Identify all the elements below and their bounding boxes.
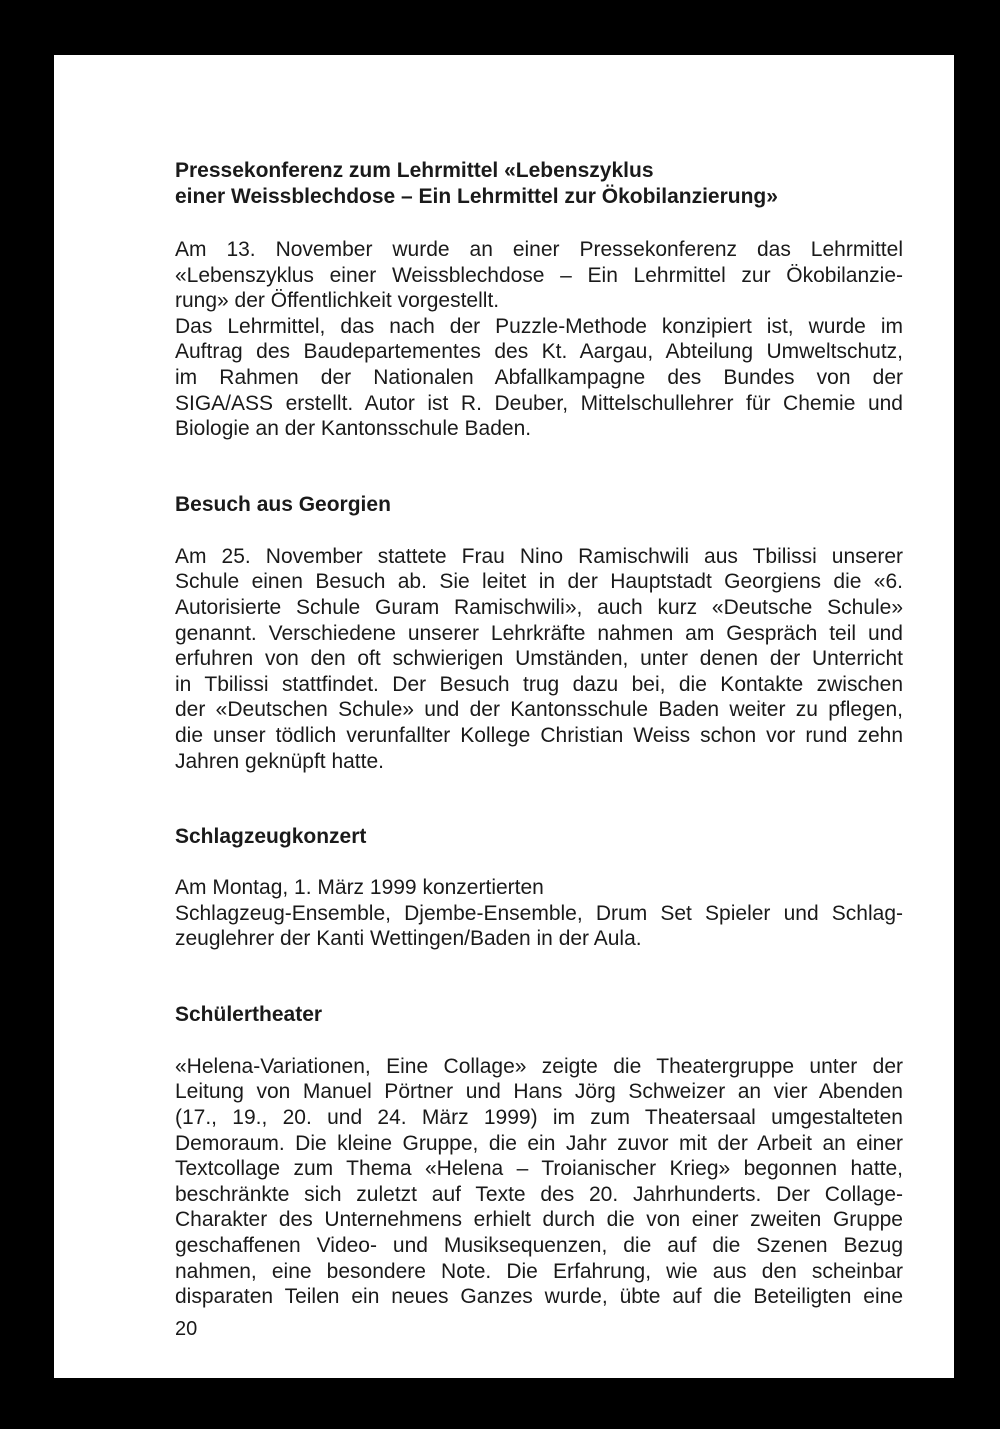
- document-page: [54, 55, 954, 1378]
- heading-line: Schülertheater: [175, 1002, 323, 1026]
- body-line: erfuhren von den oft schwierigen Umständen, unter denen der Unterricht: [175, 647, 903, 671]
- body-line: Demoraum. Die kleine Gruppe, die ein Jahr zuvor mit der Arbeit an einer: [175, 1131, 903, 1155]
- heading-line: Besuch aus Georgien: [175, 492, 391, 516]
- body-line: beschränkte sich zuletzt auf Texte des 20. Jahrhunderts. Der Collage-: [175, 1182, 903, 1206]
- body-line: Jahren geknüpft hatte.: [175, 749, 384, 773]
- body-line: «Helena-Variationen, Eine Collage» zeigte die Theatergruppe unter der: [175, 1054, 903, 1078]
- body-line: zeuglehrer der Kanti Wettingen/Baden in der Aula.: [175, 927, 642, 951]
- heading-line: Pressekonferenz zum Lehrmittel «Lebenszyklus: [175, 159, 654, 182]
- body-line: Leitung von Manuel Pörtner und Hans Jörg Schweizer an vier Abenden: [175, 1080, 903, 1104]
- body-line: Schlagzeug-Ensemble, Djembe-Ensemble, Drum Set Spieler und Schlag-: [175, 901, 903, 925]
- body-line: in Tbilissi stattfindet. Der Besuch trug dazu bei, die Kontakte zwischen: [175, 672, 903, 696]
- body-line: SIGA/ASS erstellt. Autor ist R. Deuber, Mittelschullehrer für Chemie und: [175, 391, 903, 415]
- body-line: «Lebenszyklus einer Weissblechdose – Ein Lehrmittel zur Ökobilanzie-: [175, 263, 903, 287]
- heading-line: Schlagzeugkonzert: [175, 825, 367, 849]
- body-line: Am Montag, 1. März 1999 konzertierten: [175, 876, 544, 900]
- body-line: (17., 19., 20. und 24. März 1999) im zum Theatersaal umgestalteten: [175, 1106, 903, 1130]
- heading-line: einer Weissblechdose – Ein Lehrmittel zur Ökobilanzierung»: [175, 185, 778, 208]
- body-line: Autorisierte Schule Guram Ramischwili», auch kurz «Deutsche Schule»: [175, 595, 903, 619]
- body-line: Textcollage zum Thema «Helena – Troianischer Krieg» begonnen hatte,: [175, 1157, 903, 1181]
- body-line: geschaffenen Video- und Musiksequenzen, die auf die Szenen Bezug: [175, 1234, 903, 1258]
- section-body-schuelertheater: [175, 1054, 903, 1310]
- body-line: Biologie an der Kantonsschule Baden.: [175, 417, 532, 441]
- section-heading-besuch-aus-georgien: [175, 492, 903, 518]
- body-line: Charakter des Unternehmens erhielt durch die von einer zweiten Gruppe: [175, 1208, 903, 1232]
- body-line: Am 13. November wurde an einer Pressekonferenz das Lehrmittel: [175, 238, 903, 261]
- body-line: der «Deutschen Schule» und der Kantonsschule Baden weiter zu pflegen,: [175, 698, 903, 722]
- body-line: nahmen, eine besondere Note. Die Erfahrung, wie aus den scheinbar: [175, 1259, 903, 1283]
- body-line: Am 25. November stattete Frau Nino Ramischwili aus Tbilissi unserer: [175, 544, 903, 568]
- page-content: [175, 158, 903, 1310]
- section-heading-pressekonferenz: [175, 158, 903, 210]
- body-line: Schule einen Besuch ab. Sie leitet in der Hauptstadt Georgiens die «6.: [175, 570, 903, 594]
- body-line: disparaten Teilen ein neues Ganzes wurde, übte auf die Beteiligten eine: [175, 1285, 903, 1309]
- body-line: genannt. Verschiedene unserer Lehrkräfte nahmen am Gespräch teil und: [175, 621, 903, 645]
- section-heading-schuelertheater: [175, 1002, 903, 1028]
- section-body-pressekonferenz: [175, 237, 903, 442]
- page-number: 20: [175, 1318, 198, 1340]
- body-line: im Rahmen der Nationalen Abfallkampagne des Bundes von der: [175, 365, 903, 389]
- body-line: Auftrag des Baudepartementes des Kt. Aargau, Abteilung Umweltschutz,: [175, 340, 903, 364]
- body-line: rung» der Öffentlichkeit vorgestellt.: [175, 289, 500, 313]
- body-line: Das Lehrmittel, das nach der Puzzle-Methode konzipiert ist, wurde im: [175, 314, 903, 338]
- section-body-besuch-aus-georgien: [175, 544, 903, 774]
- section-body-schlagzeugkonzert: [175, 875, 903, 952]
- body-line: die unser tödlich verunfallter Kollege Christian Weiss schon vor rund zehn: [175, 723, 903, 747]
- section-heading-schlagzeugkonzert: [175, 824, 903, 850]
